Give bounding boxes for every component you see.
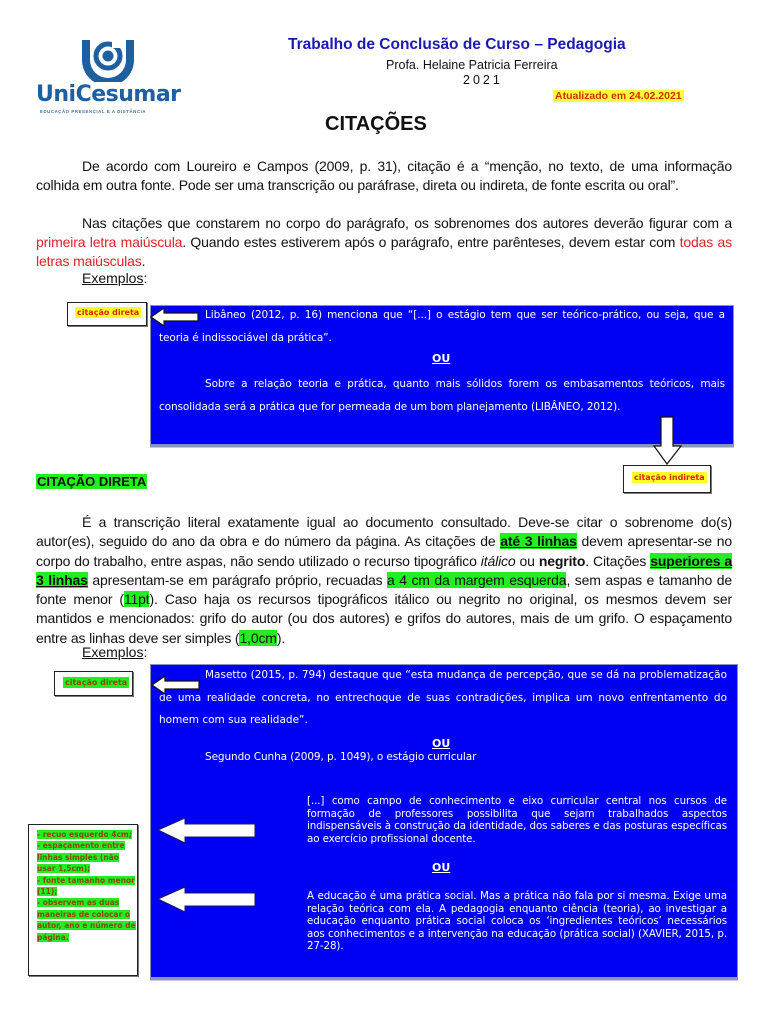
or-separator: OU [432,861,451,874]
formatting-notes [37,829,137,943]
examples-label [82,644,147,660]
text: ). Caso haja os recursos tipográficos itálico ou negrito no original, os mesmos devem ser mantidos e mencionados: grifo do autor (ou dos autores) e grifos do autores, mais de um grifo. O espaçamento entre as linhas deve ser simples ( [36,591,733,646]
text: . [141,253,146,269]
arrow-left-icon [151,675,201,695]
note-item [37,897,137,943]
examples-label [82,270,147,286]
course-title: Trabalho de Conclusão de Curso – Pedagogia [288,36,626,53]
text: Nas citações que constarem no corpo do parágrafo, os sobrenomes dos autores deverão figurar com a [82,215,732,231]
formatting-notes-box [28,824,138,976]
logo-name: UniCesumar [36,82,181,107]
label-indirect-citation [623,465,711,493]
note-text: - observem as duas maneiras de colocar o autor, ano e número de página. [37,898,136,942]
text: apresentam-se em parágrafo próprio, recuadas [87,571,388,588]
bold-text: negrito [538,552,586,569]
professor-name: Profa. Helaine Patricia Ferreira [386,58,558,72]
highlight: 1,0cm [239,629,277,646]
arrow-left-icon [157,886,257,914]
quote-intro: Segundo Cunha (2009, p. 1049), o estágio curricular [205,751,477,763]
quote-long-example-1: [...] como campo de conhecimento e eixo curricular central nos cursos de formação de professores possibilita que sejam trabalhados aspectos indispensáveis à construção da identidade, dos saberes e das posturas específicas ao exercício profissional docente. [307,795,727,845]
quote-direct-example: Libâneo (2012, p. 16) menciona que “[...] o estágio tem que ser teórico-prático, ou seja, que a teoria é indissociável da prática”. [159,309,725,344]
unicesumar-logo [36,38,182,112]
or-separator: OU [432,352,451,365]
note-text: - recuo esquerdo 4cm; [37,830,132,839]
highlight: 11pt [123,591,150,608]
red-emphasis: todas as letras maiúsculas [36,234,732,269]
updated-badge: Atualizado em 24.02.2021 [555,90,682,102]
text: É a transcrição literal exatamente igual ao documento consultado. Deve-se citar o sobrenome do(s) autor(es), seguido do ano da obra e do número da página. As citações de [36,514,732,550]
red-emphasis: primeira letra maiúscula [36,234,183,250]
arrow-down-icon [653,416,683,466]
direct-citation-paragraph [36,513,732,648]
label-direct-citation [54,671,133,696]
quote-long-example-2: A educação é uma prática social. Mas a prática não fala por si mesma. Exige uma relação teórica com ela. A pedagogia enquanto ciência (teoria), ao investigar a educação enquanto prática social coloca os ‘ingredientes teóricos’ necessários aos conhecimentos e a intervenção na educação (prática social) (XAVIER, 2015, p. 27-28). [307,890,727,952]
text: . Citações [585,552,651,569]
label-text: citação direta [77,308,140,317]
section-heading-direct-citation: CITAÇÃO DIRETA [37,474,147,489]
logo-tagline: EDUCAÇÃO PRESENCIAL E A DISTÂNCIA [40,109,147,114]
note-item [37,875,137,898]
arrow-left-icon [150,307,200,327]
year: 2021 [463,73,503,87]
label-text: citação direta [65,678,128,687]
intro-paragraph-1: De acordo com Loureiro e Campos (2009, p. 31), citação é a “menção, no texto, de uma informação colhida em outra fonte. Pode ser uma transcrição ou paráfrase, direta ou indireta, de fonte escrita ou oral”. [36,158,732,193]
text: devem apresentar-se no corpo do trabalho, entre aspas, não sendo utilizado o recurso tipográfico [36,533,732,569]
note-text: - fonte tamanho menor (11); [37,875,135,897]
label-direct-citation [67,302,147,326]
unicesumar-logo-icon [78,38,138,82]
arrow-left-icon [157,817,257,845]
quote-short-example: Masetto (2015, p. 794) destaque que “esta mudança de percepção, que se dá na problematização de uma realidade concreta, no entrechoque de suas contradições, implica um novo enfrentamento do homem com sua realidade”. [159,669,727,726]
quote-indirect-example: Sobre a relação teoria e prática, quanto mais sólidos forem os embasamentos teóricos, mais consolidada será a prática que for permeada de um bom planejamento (LIBÂNEO, 2012). [159,378,725,413]
examples-text: Exemplos [82,270,144,286]
highlight: a 4 cm da margem esquerda [387,571,567,588]
intro-paragraph-2 [36,214,732,271]
text: ). [276,629,286,646]
examples-colon: : [143,270,148,286]
examples-colon: : [143,644,148,660]
highlight: até 3 linhas [500,533,577,550]
note-item [37,829,137,840]
examples-text: Exemplos [82,644,144,660]
text: ou [515,552,539,569]
text: . Quando estes estiverem após o parágrafo, entre parênteses, devem estar com [182,234,680,250]
label-text: citação indireta [634,473,705,482]
page-title: CITAÇÕES [325,113,427,135]
or-separator: OU [432,737,451,750]
note-text: - espaçamento entre linhas simples (não usar 1,5cm); [37,841,125,874]
highlight: superiores a 3 linhas [36,552,732,588]
italic-text: itálico [480,552,516,569]
note-item [37,840,137,874]
quote-box-1 [150,305,734,445]
text: , sem aspas e tamanho de fonte menor ( [36,571,732,608]
